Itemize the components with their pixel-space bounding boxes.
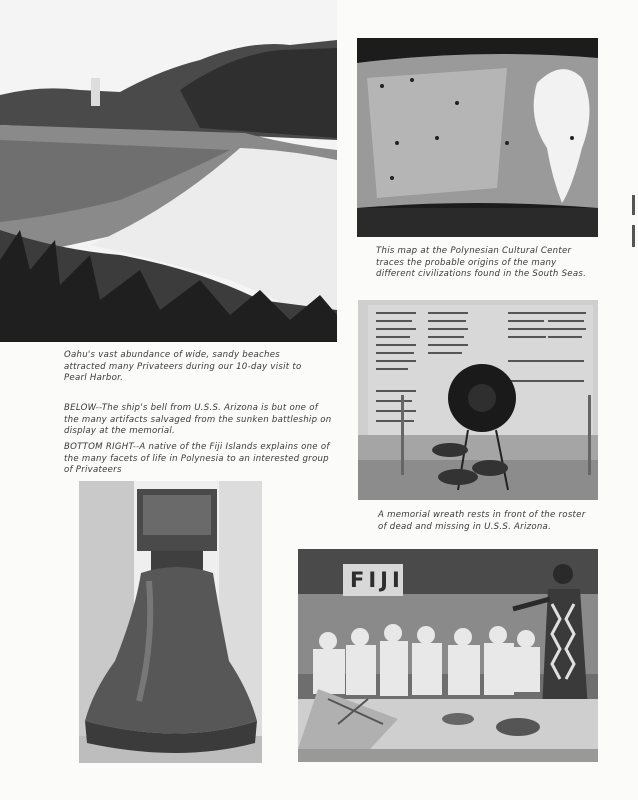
ship-bell-photo [79, 481, 262, 763]
wreath-caption: A memorial wreath rests in front of the roster of dead and missing in U.S.S. Arizona. [378, 510, 586, 532]
map-caption: This map at the Polynesian Cultural Center traces the probable origins of the many different civilizations found in the South Seas. [376, 246, 587, 279]
fiji-native-photo [298, 549, 598, 762]
beach-caption: Oahu's vast abundance of wide, sandy beaches attracted many Privateers during our 10-day visit to Pearl Harbor. [64, 350, 302, 383]
fiji-sign: FIJI [350, 568, 404, 592]
beach-photo [0, 0, 337, 342]
fiji-caption: BOTTOM RIGHT--A native of the Fiji Islands explains one of the many facets of life in Polynesia to an interested group of Privateers [64, 442, 330, 475]
memorial-wreath-photo [358, 300, 598, 500]
map-photo [357, 38, 598, 237]
page-edge-mark [632, 225, 635, 247]
page-edge-mark [632, 195, 635, 215]
bell-caption: BELOW--The ship's bell from U.S.S. Arizona is but one of the many artifacts salvaged from the sunken battleship on display at the memorial. [64, 403, 332, 436]
